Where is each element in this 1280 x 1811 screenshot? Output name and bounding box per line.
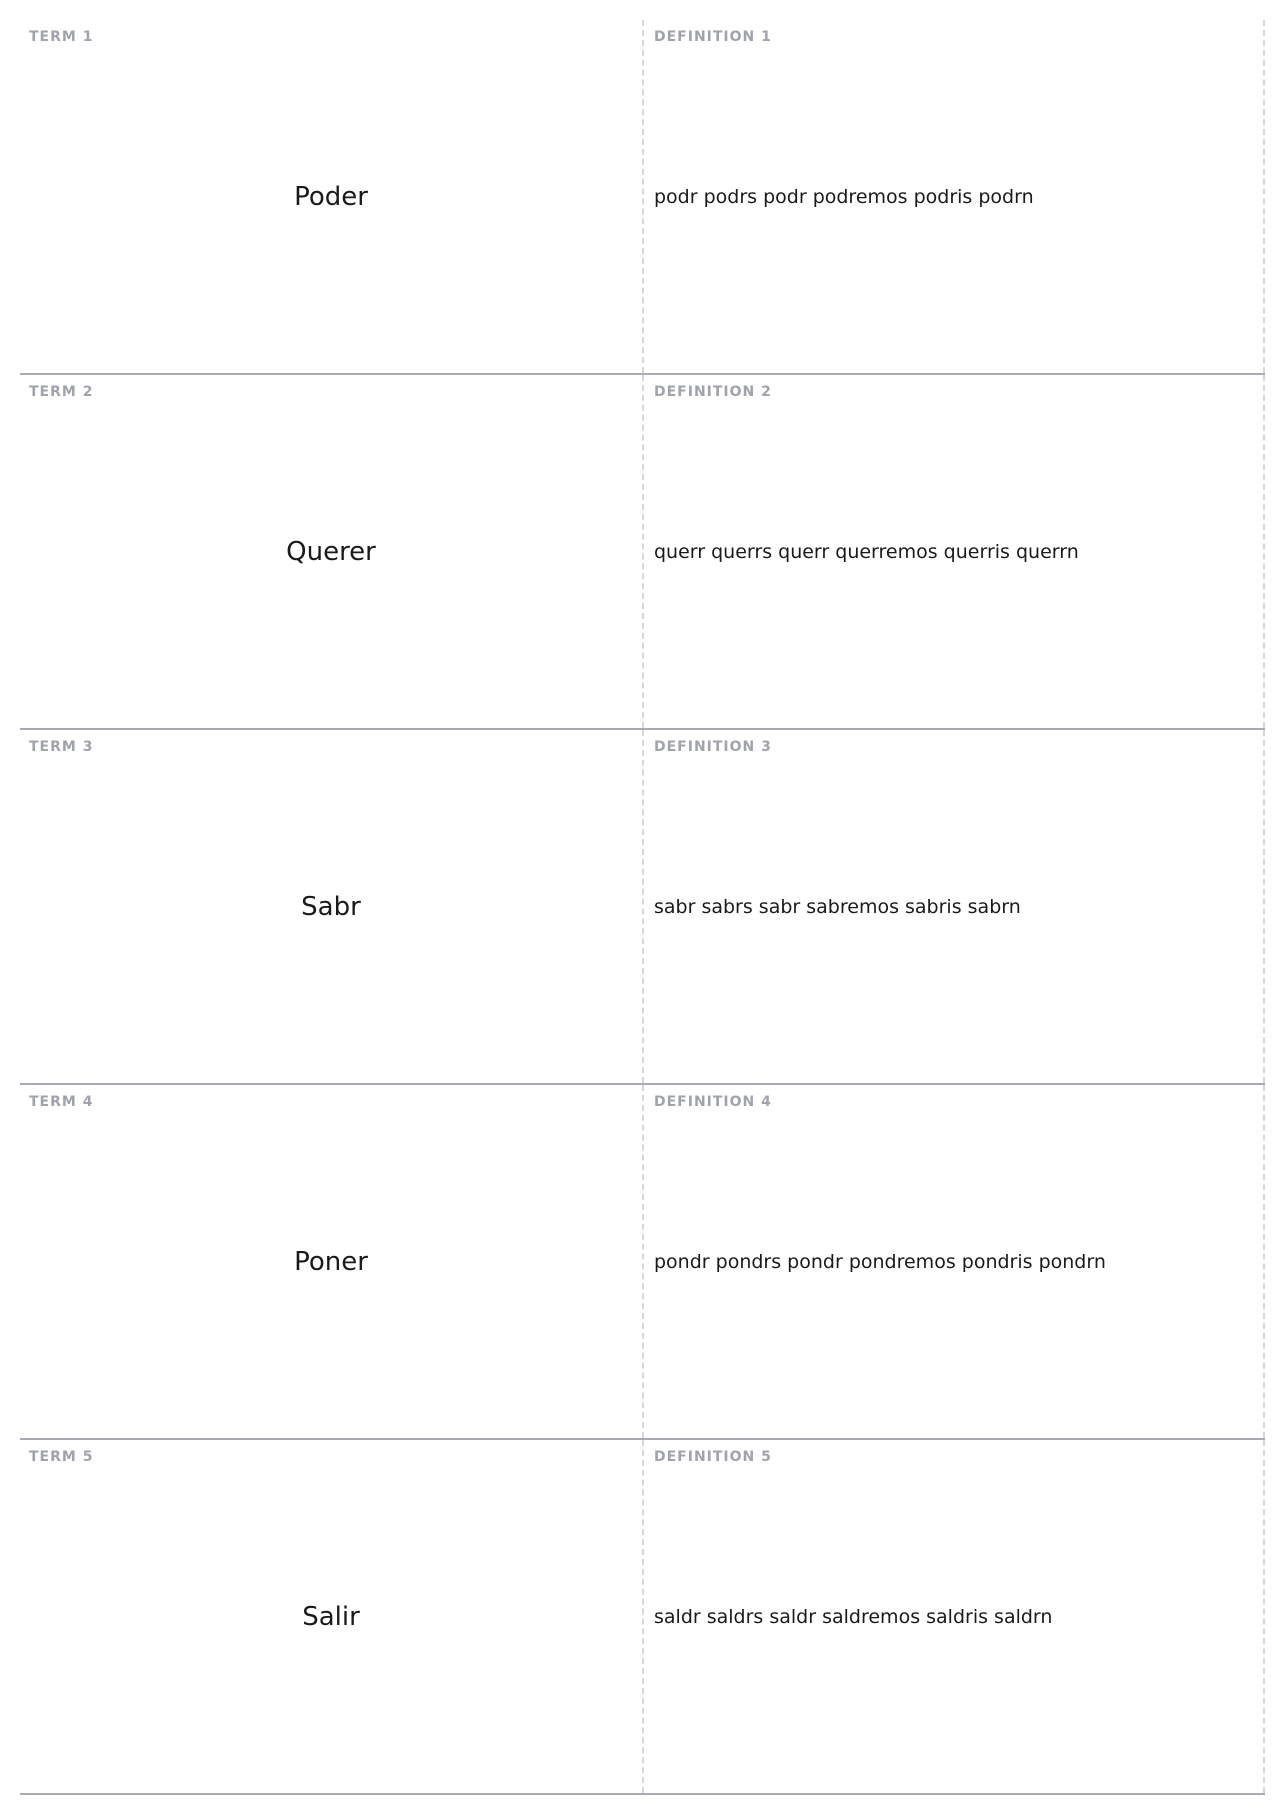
definition-cell [642, 1085, 1265, 1438]
term-label: TERM 5 [29, 1449, 94, 1465]
term-cell [20, 20, 642, 373]
definition-text: querr querrs querr querremos querris querrn [654, 540, 1079, 563]
definition-text: sabr sabrs sabr sabremos sabris sabrn [654, 895, 1021, 918]
definition-cell [642, 730, 1265, 1083]
term-text: Poner [294, 1246, 368, 1277]
card-row-2 [20, 375, 1265, 730]
card-row-3 [20, 730, 1265, 1085]
definition-label: DEFINITION 5 [654, 1449, 772, 1465]
term-label: TERM 3 [29, 739, 94, 755]
card-row-5 [20, 1440, 1265, 1795]
term-cell [20, 1440, 642, 1793]
definition-cell [642, 20, 1265, 373]
term-text: Poder [294, 181, 368, 212]
definition-text: pondr pondrs pondr pondremos pondris pondrn [654, 1250, 1106, 1273]
definition-text: podr podrs podr podremos podris podrn [654, 185, 1034, 208]
term-cell [20, 730, 642, 1083]
definition-cell [642, 375, 1265, 728]
flashcard-sheet [20, 20, 1265, 1795]
definition-cell [642, 1440, 1265, 1793]
term-text: Sabr [301, 891, 361, 922]
card-row-4 [20, 1085, 1265, 1440]
term-label: TERM 4 [29, 1094, 94, 1110]
term-cell [20, 375, 642, 728]
definition-label: DEFINITION 2 [654, 384, 772, 400]
definition-label: DEFINITION 3 [654, 739, 772, 755]
term-text: Salir [302, 1601, 360, 1632]
term-cell [20, 1085, 642, 1438]
term-label: TERM 2 [29, 384, 94, 400]
definition-text: saldr saldrs saldr saldremos saldris saldrn [654, 1605, 1053, 1628]
definition-label: DEFINITION 1 [654, 29, 772, 45]
term-label: TERM 1 [29, 29, 94, 45]
definition-label: DEFINITION 4 [654, 1094, 772, 1110]
term-text: Querer [286, 536, 376, 567]
card-row-1 [20, 20, 1265, 375]
